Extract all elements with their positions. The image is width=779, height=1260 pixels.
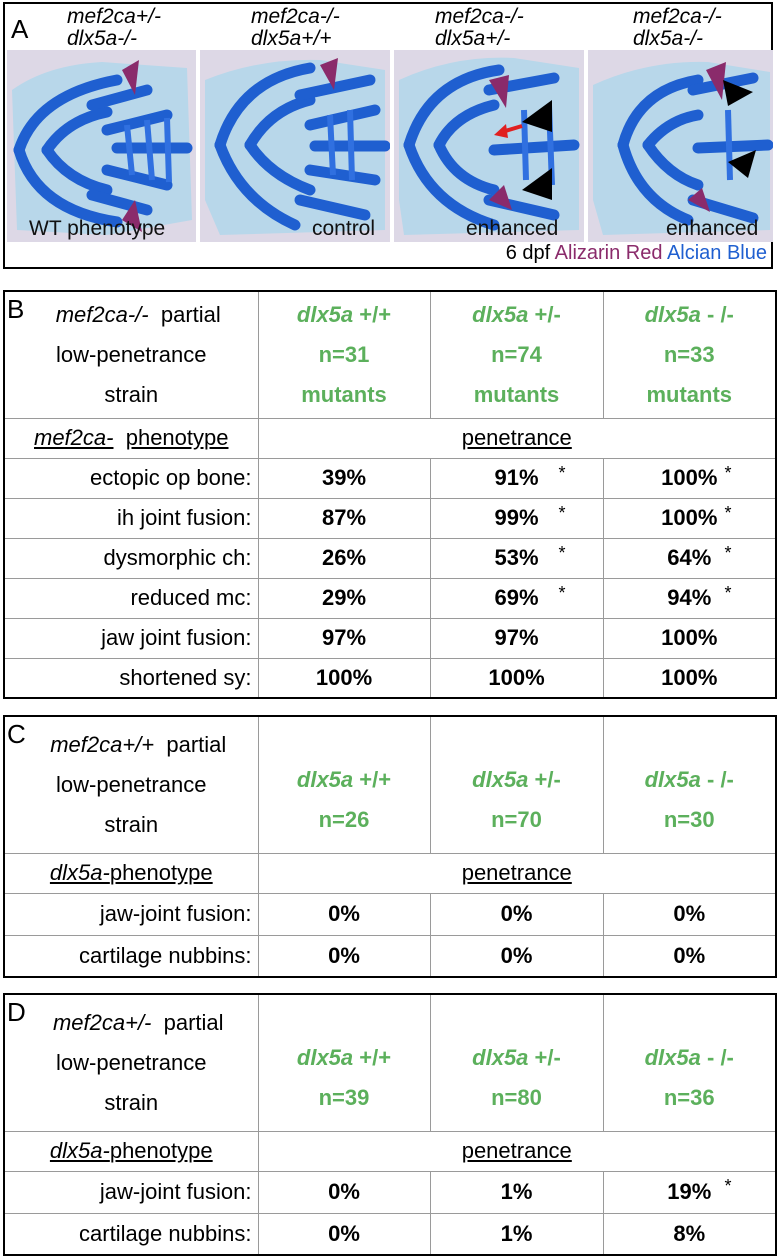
value-cell: 0% xyxy=(603,935,776,977)
panel-b-strain-cell: B mef2ca-/- partial low-penetrance strain xyxy=(4,291,258,418)
alizarin-red-label: Alizarin Red xyxy=(554,242,663,264)
value-cell: 100% * xyxy=(603,458,776,498)
cartilage-stain-image-2 xyxy=(200,50,390,242)
value-cell: 100% xyxy=(430,658,603,698)
value-cell: 0% xyxy=(258,935,430,977)
value-cell: 19% * xyxy=(603,1171,776,1213)
panel-a-letter: A xyxy=(11,14,29,44)
cartilage-stain-image-4 xyxy=(588,50,773,242)
stage-label: 6 dpf xyxy=(505,242,551,264)
panel-d-column-3: dlx5a - /- n=36 xyxy=(603,994,776,1131)
significance-star: * xyxy=(558,462,566,483)
panel-b-table xyxy=(3,290,777,699)
value-cell: 8% xyxy=(603,1213,776,1255)
panel-c-phenotype-header: dlx5a-phenotype xyxy=(4,853,258,893)
stain-legend xyxy=(506,242,767,265)
significance-star: * xyxy=(724,582,732,603)
panel-c-penetrance-header: penetrance xyxy=(258,853,776,893)
table-row: reduced mc: 29% 69% * 94% * xyxy=(4,578,776,618)
value-cell: 0% xyxy=(430,935,603,977)
panel-b-letter: B xyxy=(7,294,25,324)
panel-c-column-2: dlx5a +/- n=70 xyxy=(430,716,603,853)
photo-4-label: enhanced xyxy=(666,217,759,240)
value-cell: 0% xyxy=(258,1213,430,1255)
value-cell: 0% xyxy=(258,893,430,935)
cartilage-photo-1 xyxy=(7,50,196,242)
table-row: cartilage nubbins: 0% 0% 0% xyxy=(4,935,776,977)
value-cell: 1% xyxy=(430,1171,603,1213)
value-cell: 0% xyxy=(430,893,603,935)
alcian-blue-label: Alcian Blue xyxy=(666,242,767,264)
cartilage-photo-4 xyxy=(588,50,773,242)
panel-c-strain-cell: C mef2ca+/+ partial low-penetrance strain xyxy=(4,716,258,853)
panel-b-penetrance-header: penetrance xyxy=(258,418,776,458)
significance-star: * xyxy=(724,1175,732,1196)
value-cell: 39% xyxy=(258,458,430,498)
panel-d-strain-cell: D mef2ca+/- partial low-penetrance strain xyxy=(4,994,258,1131)
table-row: jaw-joint fusion: 0% 1% 19% * xyxy=(4,1171,776,1213)
value-cell: 100% * xyxy=(603,498,776,538)
value-cell: 64% * xyxy=(603,538,776,578)
value-cell: 97% xyxy=(430,618,603,658)
value-cell: 100% xyxy=(603,618,776,658)
panel-b-phenotype-header: mef2ca- phenotype xyxy=(4,418,258,458)
value-cell: 91% * xyxy=(430,458,603,498)
significance-star: * xyxy=(724,502,732,523)
value-cell: 100% xyxy=(258,658,430,698)
panel-c-column-1: dlx5a +/+ n=26 xyxy=(258,716,430,853)
value-cell: 87% xyxy=(258,498,430,538)
table-row: ectopic op bone: 39% 91% * 100% * xyxy=(4,458,776,498)
panel-c-letter: C xyxy=(7,719,26,749)
significance-star: * xyxy=(558,582,566,603)
panel-d-phenotype-header: dlx5a-phenotype xyxy=(4,1131,258,1171)
value-cell: 94% * xyxy=(603,578,776,618)
genotype-label-3: mef2ca-/- dlx5a+/- xyxy=(435,5,524,50)
cartilage-photo-3 xyxy=(394,50,584,242)
value-cell: 26% xyxy=(258,538,430,578)
genotype-label-1: mef2ca+/- dlx5a-/- xyxy=(67,5,161,50)
table-row: cartilage nubbins: 0% 1% 8% xyxy=(4,1213,776,1255)
significance-star: * xyxy=(558,542,566,563)
value-cell: 1% xyxy=(430,1213,603,1255)
significance-star: * xyxy=(558,502,566,523)
panel-b-column-2: dlx5a +/- n=74 mutants xyxy=(430,291,603,418)
table-row: jaw-joint fusion: 0% 0% 0% xyxy=(4,893,776,935)
cartilage-photo-2 xyxy=(200,50,390,242)
value-cell: 0% xyxy=(258,1171,430,1213)
photo-2-label: control xyxy=(312,217,376,240)
panel-c-table xyxy=(3,715,777,978)
panel-d-table xyxy=(3,993,777,1256)
value-cell: 99% * xyxy=(430,498,603,538)
table-row: jaw joint fusion: 97% 97% 100% xyxy=(4,618,776,658)
value-cell: 69% * xyxy=(430,578,603,618)
value-cell: 0% xyxy=(603,893,776,935)
photo-3-label: enhanced xyxy=(466,217,559,240)
value-cell: 97% xyxy=(258,618,430,658)
table-row: dysmorphic ch: 26% 53% * 64% * xyxy=(4,538,776,578)
panel-c-column-3: dlx5a - /- n=30 xyxy=(603,716,776,853)
panel-a-figure xyxy=(3,2,773,269)
table-row: shortened sy: 100% 100% 100% xyxy=(4,658,776,698)
panel-b-column-1: dlx5a +/+ n=31 mutants xyxy=(258,291,430,418)
value-cell: 53% * xyxy=(430,538,603,578)
table-row: ih joint fusion: 87% 99% * 100% * xyxy=(4,498,776,538)
genotype-label-4: mef2ca-/- dlx5a-/- xyxy=(633,5,722,50)
panel-d-letter: D xyxy=(7,997,26,1027)
value-cell: 100% xyxy=(603,658,776,698)
significance-star: * xyxy=(724,542,732,563)
panel-b-column-3: dlx5a - /- n=33 mutants xyxy=(603,291,776,418)
value-cell: 29% xyxy=(258,578,430,618)
cartilage-stain-image-3 xyxy=(394,50,584,242)
panel-d-penetrance-header: penetrance xyxy=(258,1131,776,1171)
genotype-label-2: mef2ca-/- dlx5a+/+ xyxy=(251,5,340,50)
panel-d-column-2: dlx5a +/- n=80 xyxy=(430,994,603,1131)
photo-1-label: WT phenotype xyxy=(29,217,166,240)
cartilage-stain-image-1 xyxy=(7,50,196,242)
significance-star: * xyxy=(724,462,732,483)
panel-d-column-1: dlx5a +/+ n=39 xyxy=(258,994,430,1131)
